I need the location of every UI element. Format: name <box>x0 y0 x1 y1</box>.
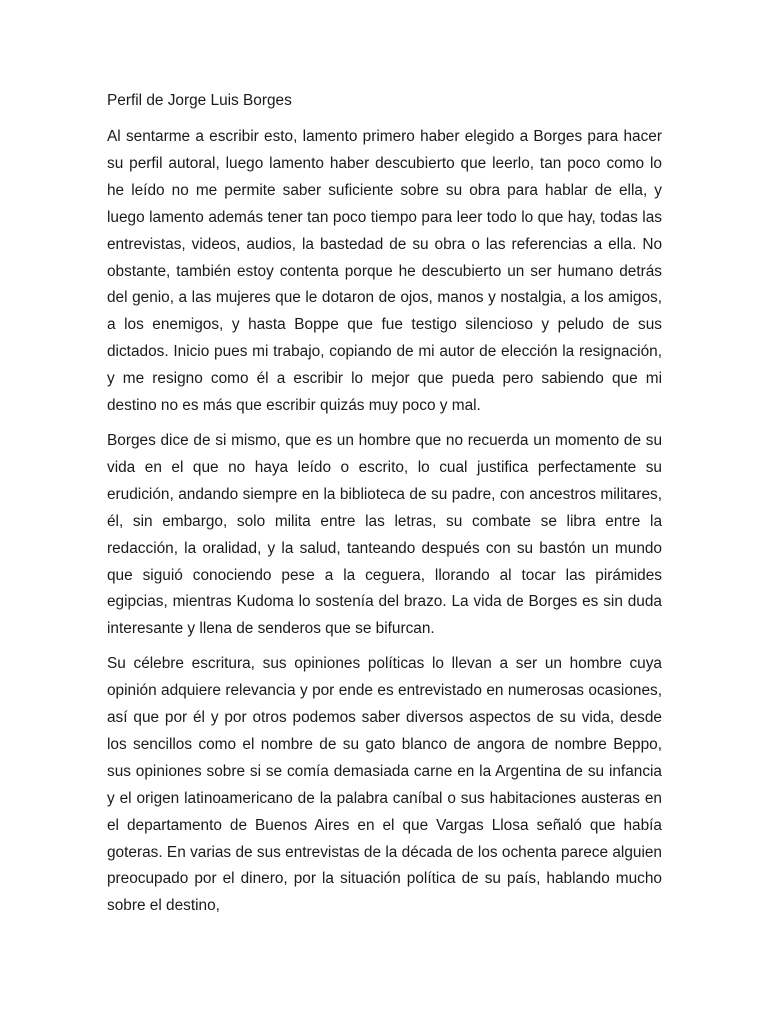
paragraph: Al sentarme a escribir esto, lamento primero haber elegido a Borges para hacer su perfil autoral, luego lamento haber descubierto que leerlo, tan poco como lo he leído no me permite saber suficiente sobre su obra para hablar de ella, y luego lamento además tener tan poco tiempo para leer todo lo que hay, todas las entrevistas, videos, audios, la bastedad de su obra o las referencias a ella. No obstante, también estoy contenta porque he descubierto un ser humano detrás del genio, a las mujeres que le dotaron de ojos, manos y nostalgia, a los amigos, a los enemigos, y hasta Boppe que fue testigo silencioso y peludo de sus dictados. Inicio pues mi trabajo, copiando de mi autor de elección la resignación, y me resigno como él a escribir lo mejor que pueda pero sabiendo que mi destino no es más que escribir quizás muy poco y mal. <box>107 128 662 415</box>
document-title: Perfil de Jorge Luis Borges <box>107 92 292 109</box>
document-body <box>107 89 662 928</box>
paragraph: Borges dice de si mismo, que es un hombre que no recuerda un momento de su vida en el que no haya leído o escrito, lo cual justifica perfectamente su erudición, andando siempre en la biblioteca de su padre, con ancestros militares, él, sin embargo, solo milita entre las letras, su combate se libra entre la redacción, la oralidad, y la salud, tanteando después con su bastón un mundo que siguió conociendo pese a la ceguera, llorando al tocar las pirámides egipcias, mientras Kudoma lo sostenía del brazo. La vida de Borges es sin duda interesante y llena de senderos que se bifurcan. <box>107 431 662 638</box>
paragraph: Su célebre escritura, sus opiniones políticas lo llevan a ser un hombre cuya opinión adquiere relevancia y por ende es entrevistado en numerosas ocasiones, así que por él y por otros podemos saber diversos aspectos de su vida, desde los sencillos como el nombre de su gato blanco de angora de nombre Beppo, sus opiniones sobre si se comía demasiada carne en la Argentina de su infancia y el origen latinoamericano de la palabra caníbal o sus habitaciones austeras en el departamento de Buenos Aires en el que Vargas Llosa señaló que había goteras. En varias de sus entrevistas de la década de los ochenta parece alguien preocupado por el dinero, por la situación política de su país, hablando mucho sobre el destino, <box>107 655 662 915</box>
